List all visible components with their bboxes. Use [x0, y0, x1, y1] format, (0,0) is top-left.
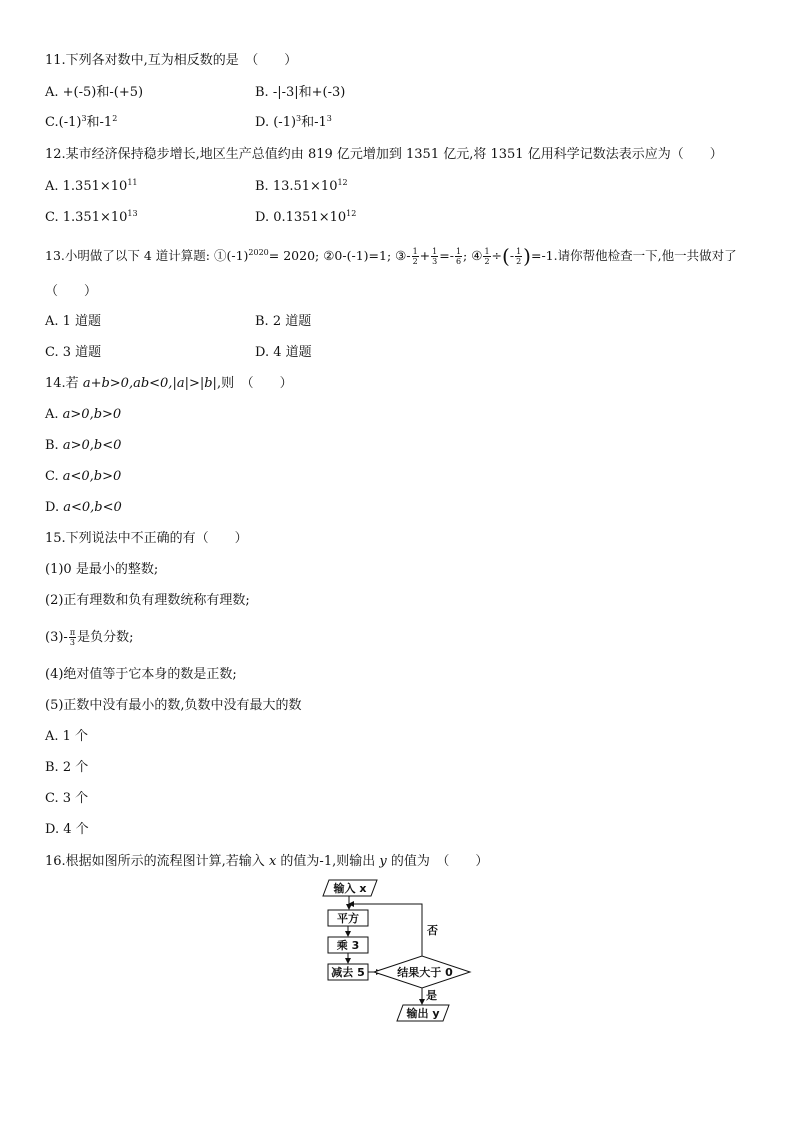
q12-option-a[interactable] — [45, 178, 138, 196]
text: 14.若 — [45, 376, 83, 391]
q13-option-d[interactable]: D. 4 道题 — [255, 345, 312, 360]
fraction — [515, 247, 522, 266]
text: = 2020; ②0-(-1)=1; ③- — [268, 248, 411, 263]
q13-answer-blank: （ ） — [45, 284, 98, 299]
denominator: 3 — [69, 638, 75, 647]
q15-statement-3 — [45, 628, 133, 647]
q15-option-c[interactable]: C. 3 个 — [45, 791, 89, 806]
fraction — [483, 247, 490, 266]
math: a<0,b<0 — [63, 500, 122, 515]
text: ; ④ — [463, 248, 483, 263]
math: a<0,b>0 — [62, 469, 122, 484]
q15-statement-1: (1)0 是最小的整数; — [45, 562, 159, 577]
operator: - — [509, 248, 515, 263]
q13-option-b[interactable]: B. 2 道题 — [255, 314, 312, 329]
decision-label: 结果大于 0 — [397, 966, 453, 979]
fraction — [69, 628, 76, 647]
denominator: 3 — [432, 257, 438, 266]
exponent: 3 — [81, 114, 87, 123]
exponent: 3 — [296, 114, 302, 123]
input-label: 输入 x — [333, 882, 367, 895]
q14-option-a[interactable] — [45, 406, 121, 424]
text: C.(-1) — [45, 115, 82, 130]
fraction — [431, 247, 438, 266]
q16-stem — [45, 853, 488, 871]
q11-option-b[interactable]: B. -|-3|和+(-3) — [255, 85, 346, 100]
label: D. — [45, 500, 64, 515]
text: 13.小明做了以下 4 道计算题: ①(-1) — [45, 248, 249, 263]
variable-x: x — [268, 854, 277, 869]
text: C. 1.351×10 — [45, 210, 128, 225]
yes-label: 是 — [426, 989, 437, 1002]
text: D. (-1) — [255, 115, 297, 130]
denominator: 6 — [455, 257, 462, 266]
q12-option-b[interactable] — [255, 178, 348, 196]
numerator: 1 — [455, 247, 462, 256]
q14-option-b[interactable] — [45, 437, 121, 455]
operator: ÷ — [491, 248, 503, 263]
numerator: 1 — [516, 247, 522, 256]
text: B. 13.51×10 — [255, 179, 338, 194]
text: 和-1 — [86, 115, 113, 130]
label: A. — [45, 407, 63, 422]
q15-statement-5: (5)正数中没有最小的数,负数中没有最大的数 — [45, 698, 302, 713]
label: C. — [45, 469, 63, 484]
q11-option-a[interactable]: A. +(-5)和-(+5) — [45, 85, 144, 100]
text: 和-1 — [301, 115, 327, 130]
numerator: 1 — [412, 247, 418, 256]
exponent: 12 — [337, 178, 348, 187]
numerator: 1 — [484, 247, 490, 256]
q12-option-d[interactable] — [255, 209, 356, 227]
square-label: 平方 — [337, 912, 359, 925]
multiply-label: 乘 3 — [336, 939, 360, 952]
text: 是负分数; — [77, 630, 134, 645]
numerator: π — [69, 628, 76, 637]
q12-option-c[interactable] — [45, 209, 138, 227]
q15-option-b[interactable]: B. 2 个 — [45, 760, 89, 775]
q14-option-c[interactable] — [45, 468, 121, 486]
subtract-label: 减去 5 — [331, 966, 365, 979]
math: a>0,b>0 — [62, 407, 122, 422]
math: a+b>0,ab<0,|a|>|b| — [82, 376, 217, 391]
q15-option-d[interactable]: D. 4 个 — [45, 822, 89, 837]
operator: =- — [439, 248, 454, 263]
text: D. 0.1351×10 — [255, 210, 347, 225]
output-label: 输出 y — [406, 1007, 440, 1020]
exponent: 11 — [127, 178, 138, 187]
q13-option-c[interactable]: C. 3 道题 — [45, 345, 102, 360]
fraction — [412, 247, 419, 266]
denominator: 2 — [412, 257, 418, 266]
right-paren: ) — [523, 244, 531, 268]
denominator: 2 — [484, 257, 490, 266]
q11-option-d[interactable] — [255, 114, 332, 132]
fraction — [455, 247, 462, 266]
numerator: 1 — [432, 247, 438, 256]
q11-stem: 11.下列各对数中,互为相反数的是 （ ） — [45, 53, 298, 68]
math: a>0,b<0 — [62, 438, 122, 453]
text: =-1.请你帮他检查一下,他一共做对了 — [530, 248, 737, 263]
text: 16.根据如图所示的流程图计算,若输入 — [45, 854, 269, 869]
variable-y: y — [379, 854, 387, 869]
q13-option-a[interactable]: A. 1 道题 — [45, 314, 102, 329]
q15-statement-4: (4)绝对值等于它本身的数是正数; — [45, 667, 237, 682]
text: ,则 （ ） — [216, 376, 293, 391]
text: 的值为-1,则输出 — [276, 854, 380, 869]
denominator: 2 — [516, 257, 522, 266]
q15-stem: 15.下列说法中不正确的有（ ） — [45, 531, 248, 546]
text: A. 1.351×10 — [45, 179, 128, 194]
exponent: 12 — [346, 209, 357, 218]
q14-stem — [45, 375, 293, 393]
no-label: 否 — [427, 924, 438, 937]
exponent: 13 — [127, 209, 138, 218]
exponent: 3 — [326, 114, 332, 123]
q14-option-d[interactable] — [45, 499, 122, 517]
operator: + — [419, 248, 431, 263]
exponent: 2020 — [248, 248, 269, 257]
text: 的值为 （ ） — [386, 854, 489, 869]
q15-statement-2: (2)正有理数和负有理数统称有理数; — [45, 593, 250, 608]
left-paren: ( — [502, 244, 510, 268]
flowchart — [315, 876, 475, 1026]
q12-stem: 12.某市经济保持稳步增长,地区生产总值约由 819 亿元增加到 1351 亿元,将 1351 亿用科学记数法表示应为（ ） — [45, 147, 723, 162]
exponent: 2 — [112, 114, 118, 123]
text: (3)- — [45, 630, 68, 645]
q15-option-a[interactable]: A. 1 个 — [45, 729, 89, 744]
q11-option-c[interactable] — [45, 114, 117, 132]
label: B. — [45, 438, 63, 453]
q13-stem — [45, 244, 737, 268]
